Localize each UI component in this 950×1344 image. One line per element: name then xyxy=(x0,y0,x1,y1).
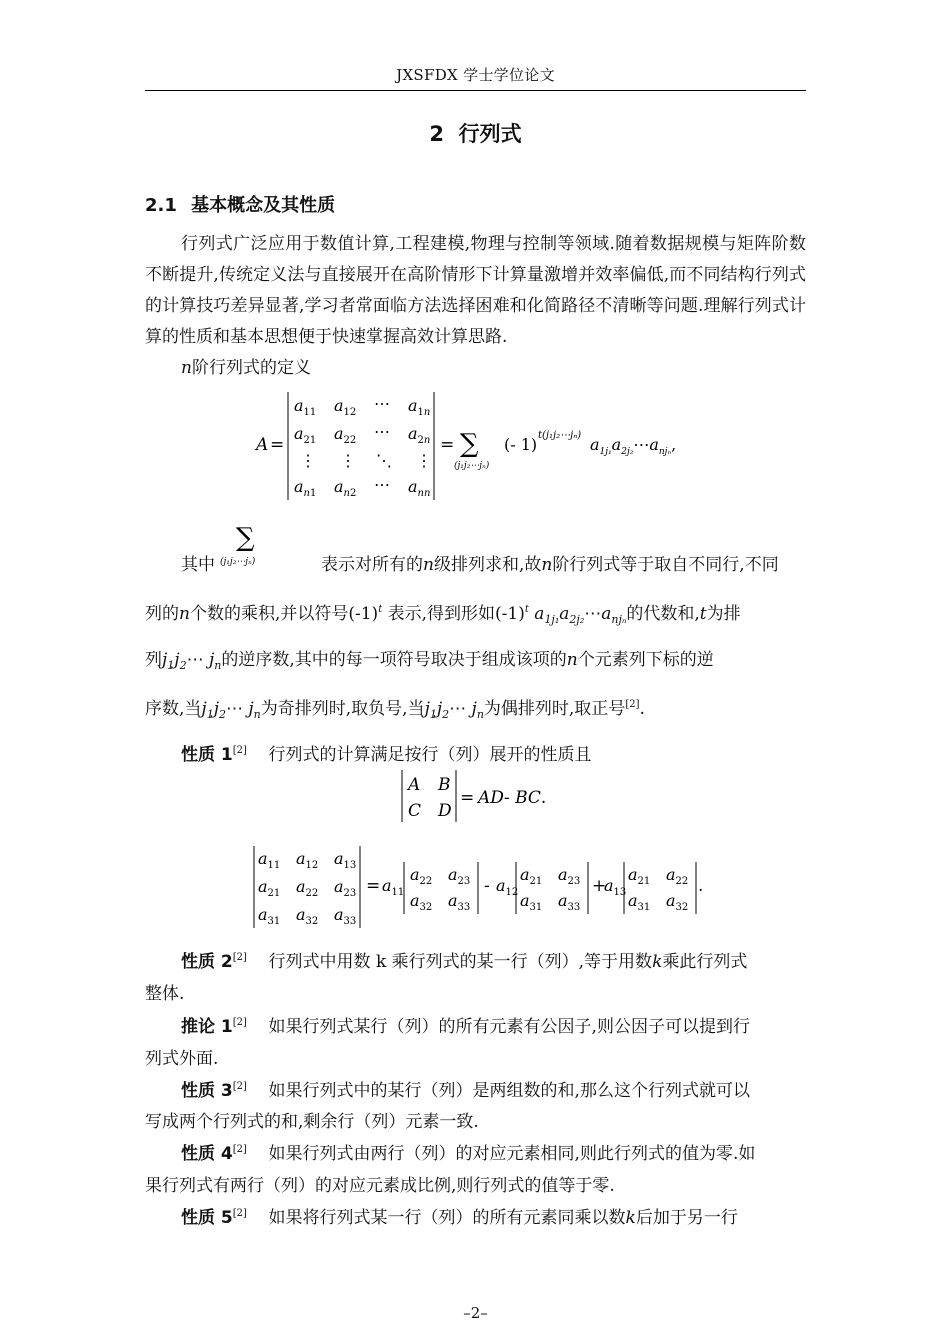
explain-text: 为偶排列时,取正号 xyxy=(483,699,626,719)
svg-text:‑: ‑ xyxy=(484,876,490,896)
section-heading xyxy=(145,191,335,217)
chapter-number: 2 xyxy=(429,122,444,146)
property-3-cont: 写成两个行列式的和,剩余行（列）元素一致. xyxy=(145,1112,479,1132)
svg-text:a12: $a_{12}$ xyxy=(334,396,357,418)
svg-text:=: = xyxy=(270,435,285,455)
svg-text:a12: $a_{12}$ xyxy=(496,876,519,898)
explain-text: . xyxy=(639,699,645,719)
svg-text:=: = xyxy=(460,788,475,808)
definition-lead xyxy=(181,353,842,378)
svg-text:a21: $a_{21}$ xyxy=(628,865,651,887)
explain-text: 列的 xyxy=(145,604,179,624)
property-text: 如果行列式中的某行（列）是两组数的和,那么这个行列式就可以 xyxy=(268,1081,750,1101)
definition-lead-text: 阶行列式的定义 xyxy=(191,358,311,378)
svg-text:a11: $a_{11}$ xyxy=(294,396,317,418)
svg-text:.: . xyxy=(698,876,704,896)
svg-text:a32: $a_{32}$ xyxy=(666,891,689,913)
svg-text:+: + xyxy=(592,876,607,896)
svg-text:a21: $a_{21}$ xyxy=(520,865,543,887)
svg-text:a23: $a_{23}$ xyxy=(558,865,581,887)
property-2-cont: 整体. xyxy=(145,984,185,1004)
svg-text:(‑ 1): (‑ 1) xyxy=(504,435,538,454)
section-number: 2.1 xyxy=(145,195,177,216)
property-text: 后加于另一行 xyxy=(635,1208,738,1228)
product-term: $(-1)^t$ $a_{1j_1}a_{2j_2}\cdots a_{nj_n}$ xyxy=(495,604,627,626)
svg-text:a22: $a_{22}$ xyxy=(296,877,319,899)
explain-text: 表示对所有的 xyxy=(321,555,423,575)
svg-text:a12: $a_{12}$ xyxy=(296,849,319,871)
expansion-formula xyxy=(248,842,708,932)
svg-text:a23: $a_{23}$ xyxy=(448,865,471,887)
svg-text:a33: $a_{33}$ xyxy=(334,905,357,927)
svg-text:=: = xyxy=(366,876,381,896)
property-label: 性质 5 xyxy=(181,1208,233,1228)
var-n: n xyxy=(181,358,192,378)
explain-text: 阶行列式等于取自不同行,不同 xyxy=(552,555,779,575)
svg-text:a33: $a_{33}$ xyxy=(558,891,581,913)
running-header: JXSFDX 学士学位论文 xyxy=(396,66,555,84)
svg-text:a22: $a_{22}$ xyxy=(334,424,357,446)
explain-line-4 xyxy=(145,694,806,721)
property-text: 行列式的计算满足按行（列）展开的性质且 xyxy=(268,745,592,765)
permutation: $j_1j_2\cdots$ $j_n$ xyxy=(201,699,261,721)
property-label: 性质 4 xyxy=(181,1144,233,1164)
svg-text:(j₁j₂⋯jₙ): (j₁j₂⋯jₙ) xyxy=(454,461,490,471)
intro-paragraph: 行列式广泛应用于数值计算,工程建模,物理与控制等领域.随着数据规模与矩阵阶数不断提升,传统定义法与直接展开在高阶情形下计算量激增并效率偏低,而不同结构行列式的计算技巧差异显著,学习者常面临方法选择困难和化简路径不清晰等问题.理解行列式计算的性质和基本思想便于快速掌握高效计算思路. xyxy=(145,234,806,347)
svg-text:a33: $a_{33}$ xyxy=(448,891,471,913)
svg-text:a11: $a_{11}$ xyxy=(258,849,281,871)
svg-text:∑: ∑ xyxy=(236,523,255,553)
svg-text:an2: $a_n2$ xyxy=(334,477,357,499)
property-label: 推论 1 xyxy=(181,1017,233,1037)
definition-formula xyxy=(250,386,710,506)
svg-text:⋮: ⋮ xyxy=(416,451,432,470)
svg-text:A: A xyxy=(256,435,269,455)
svg-text:D: D xyxy=(438,801,452,821)
svg-text:a21: $a_{21}$ xyxy=(258,877,281,899)
explain-text: 为奇排列时,取负号,当 xyxy=(260,699,425,719)
permutation: $j_1j_2\cdots$ $j_n$ xyxy=(424,699,484,721)
explain-text: 序数,当 xyxy=(145,699,202,719)
var-k: k xyxy=(652,952,663,972)
var-n: n xyxy=(566,650,578,670)
svg-text:⋯: ⋯ xyxy=(374,422,390,441)
var-t: t xyxy=(699,604,707,624)
property-label: 性质 1 xyxy=(181,745,233,765)
property-2 xyxy=(181,947,842,972)
citation: [2] xyxy=(625,699,640,710)
property-text: 乘此行列式 xyxy=(662,952,748,972)
var-n: n xyxy=(423,555,434,575)
var-n: n xyxy=(179,604,190,624)
svg-text:a11: $a_{11}$ xyxy=(382,876,405,898)
explain-line-2 xyxy=(145,599,806,626)
page-number: –2– xyxy=(463,1304,488,1322)
explain-text: 的代数和, xyxy=(626,604,700,624)
citation: [2] xyxy=(232,745,247,756)
var-n: n xyxy=(541,555,553,575)
chapter-title xyxy=(145,118,806,148)
svg-text:a13: $a_{13}$ xyxy=(604,876,627,898)
svg-text:ann: $a_{nn}$ xyxy=(408,477,431,499)
svg-text:a13: $a_{13}$ xyxy=(334,849,357,871)
property-label: 性质 3 xyxy=(181,1081,233,1101)
property-5 xyxy=(181,1203,842,1228)
explain-line-1 xyxy=(181,550,842,575)
explain-text: 级排列求和,故 xyxy=(433,555,542,575)
section-name: 基本概念及其性质 xyxy=(191,195,336,216)
svg-text:a1n: $a_1n$ xyxy=(408,396,431,418)
property-text: 如果行列式由两行（列）的对应元素相同,则此行列式的值为零.如 xyxy=(268,1144,756,1164)
sign-factor: $(-1)^t$ xyxy=(348,604,383,624)
svg-text:A: A xyxy=(408,775,421,795)
citation: [2] xyxy=(232,1144,247,1155)
svg-text:a2n: $a_2n$ xyxy=(408,424,431,446)
svg-text:t(j₁j₂⋯jₙ): t(j₁j₂⋯jₙ) xyxy=(538,430,582,441)
citation: [2] xyxy=(232,1081,247,1092)
svg-text:a31: $a_{31}$ xyxy=(258,905,281,927)
corollary-1 xyxy=(181,1012,842,1037)
svg-text:a32: $a_{32}$ xyxy=(296,905,319,927)
header-rule xyxy=(145,90,806,91)
property-text: 如果行列式某行（列）的所有元素有公因子,则公因子可以提到行 xyxy=(268,1017,750,1037)
property-label: 性质 2 xyxy=(181,952,233,972)
svg-text:(j₁j₂⋯jₙ): (j₁j₂⋯jₙ) xyxy=(220,557,256,567)
corollary-1-cont: 列式外面. xyxy=(145,1049,219,1069)
permutation: $j_1j_2\cdots$ $j_n$ xyxy=(162,650,222,672)
explain-text: 的逆序数,其中的每一项符号取决于组成该项的 xyxy=(221,650,567,670)
property-text: 如果将行列式某一行（列）的所有元素同乘以数 xyxy=(268,1208,626,1228)
explain-line-3 xyxy=(145,645,806,672)
two-by-two-formula xyxy=(396,766,566,826)
citation: [2] xyxy=(232,1017,247,1028)
chapter-name: 行列式 xyxy=(458,122,522,146)
explain-text: 个数的乘积,并以符号 xyxy=(189,604,349,624)
svg-text:a32: $a_{32}$ xyxy=(410,891,433,913)
svg-text:⋮: ⋮ xyxy=(340,451,356,470)
explain-text: 为排 xyxy=(706,604,741,624)
explain-text: 其中 xyxy=(181,555,215,575)
property-1 xyxy=(181,740,842,765)
citation: [2] xyxy=(232,1208,247,1219)
property-text: 行列式中用数 k 乘行列式的某一行（列）,等于用数 xyxy=(268,952,653,972)
svg-text:∑: ∑ xyxy=(460,429,479,459)
svg-text:a22: $a_{22}$ xyxy=(666,865,689,887)
citation: [2] xyxy=(232,952,247,963)
svg-text:a23: $a_{23}$ xyxy=(334,877,357,899)
svg-text:a31: $a_{31}$ xyxy=(628,891,651,913)
svg-text:a1j₁a2j₂⋯anjₙ,: $a_{1j_1}a_{2j_2}\cdots a_{nj_n}$, xyxy=(590,435,677,457)
svg-text:⋯: ⋯ xyxy=(374,394,390,413)
svg-text:a21: $a_{21}$ xyxy=(294,424,317,446)
explain-text: 表示,得到形如 xyxy=(387,604,496,624)
property-4 xyxy=(181,1139,842,1164)
svg-text:B: B xyxy=(438,775,451,795)
var-k: k xyxy=(625,1208,636,1228)
explain-text: 个元素列下标的逆 xyxy=(577,650,714,670)
svg-text:a31: $a_{31}$ xyxy=(520,891,543,913)
svg-text:C: C xyxy=(408,801,422,821)
explain-text: 列 xyxy=(145,650,162,670)
svg-text:a22: $a_{22}$ xyxy=(410,865,433,887)
property-3 xyxy=(181,1076,842,1101)
svg-text:⋱: ⋱ xyxy=(376,451,392,470)
svg-text:an1: $a_n1$ xyxy=(294,477,317,499)
svg-text:AD‑ BC.: AD‑ BC. xyxy=(478,788,547,808)
svg-text:⋮: ⋮ xyxy=(300,451,316,470)
svg-text:⋯: ⋯ xyxy=(374,475,390,494)
svg-text:=: = xyxy=(440,435,455,455)
property-4-cont: 果行列式有两行（列）的对应元素成比例,则行列式的值等于零. xyxy=(145,1176,615,1196)
